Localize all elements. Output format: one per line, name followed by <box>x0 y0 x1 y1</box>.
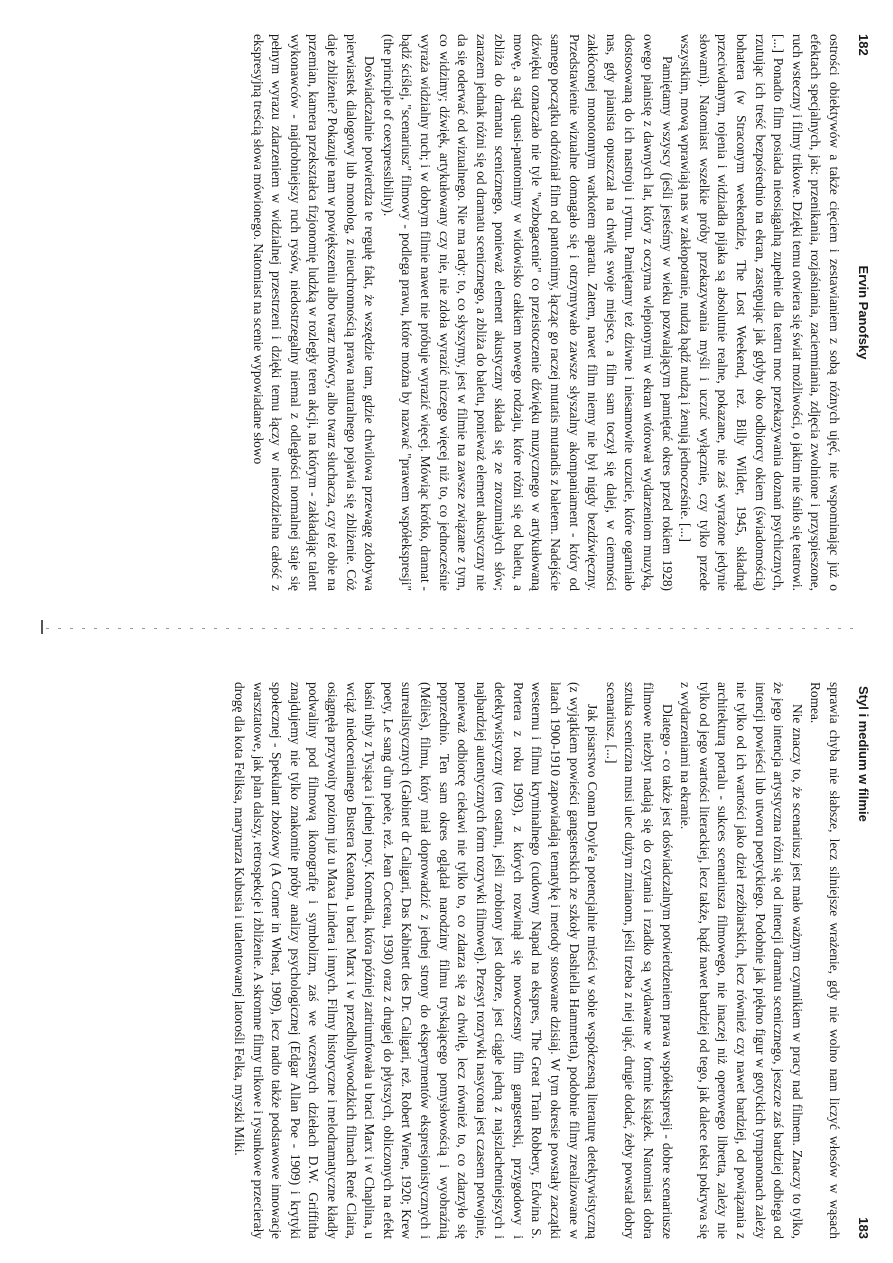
running-title: Ervin Panofsky <box>856 265 871 360</box>
running-head-right <box>851 682 871 1239</box>
running-title: Styl i medium w filmie <box>856 686 871 822</box>
paragraph: sprawia chyba nie słabsze, lecz silniejsze wrażenie, gdy nie wolno nam liczyć włosów w wąsach Romea. <box>808 682 842 1239</box>
page-body-right <box>40 682 843 1239</box>
paragraph: Jak pisarstwo Conan Doyle'a potencjalnie mieści w sobie współczesną literaturę detektywistyczną (z wyjątkiem powieści gangsterskich ze szkoły Dashiella Hammetta), podobnie filmy zrealizowane w latach 1900-1910 zapowiadają tematykę i metody stosowane dzisiaj. W tym okresie powstały zaczątki westernu i filmu kryminalnego (cudowny Napad na ekspres, The Great Train Robbery, Edwina S. Portera z roku 1903), z których rozwinął się nowoczesny film gangsterski, przygodowy i detektywistyczny (ten ostatni, jeśli zrobiony jest dobrze, jest ciągle jedną z najszlachetniejszych i najbardziej autentycznych form rozrywki filmowej). Przesyt rozrywki nasycona jest czasem potwojnie, ponieważ odbiorcę ciekawi nie tylko to, co zdarza się za chwilę, lecz również to, co zdarzyło się poprzednio. Ten sam okres oglądał narodziny filmu tryskającego pomysłowością i wyobraźnią (Méliès), filmu, który miał doprowadzić z jednej strony do eksperymentów ekspresjonistycznych i surrealistycznych (Gabinet dr Caligari, Das Kabinett des Dr. Caligari, reż. Robert Wiene, 1920; Krew poety, Le sang d'un poète, reż. Jean Cocteau, 1930) oraz z drugiej do płytszych, obliczonych na efekt baśni niby z Tysiąca i jednej nocy. Komedia, która później zatriumfowała u braci Marx i w Chaplina, u wciąż niedocenianego Bustera Keatona, u braci Marx i w przedhollywoodzkich filmach René Claira, osiągnęła przywoity poziom już u Maxa Lindera i innych. Filmy historyczne i melodramatyczne kładły podwaliny pod filmową ikonografię i symbolizm, zaś we wczesnych dziełach D.W. Griffitha znajdujemy nie tylko znakomite próby analizy psychologicznej (Edgar Allan Poe - 1909) i krytyki społecznej - Spekulant zbożowy (A Corner in Wheat, 1909), lecz nadto także podstawowe innowacje warsztatowe, jak plan dalszy, retrospekcje i zbliżenie. A skromne filmy trikowe i rysunkowe przecierały drogę dla kota Feliksa, marynarza Kubusia i utalentowanej latorośli Felka, myszki Miki. <box>232 682 601 1239</box>
gutter-divider <box>43 628 853 629</box>
paragraph: Dlatego - co także jest doświadczalnym potwierdzeniem prawa współekspresji - dobre scenariusze filmowe niezbyt nadają się do czytania i rzadko są wydawane w formie książek. Natomiast dobra sztuka sceniczna musi ulec dużym zmianom, jeśli trzeba z niej ująć, drugie dodać, żeby powstał dobry scenariusz. [...] <box>603 682 675 1239</box>
paragraph: Nie znaczy to, że scenariusz jest mało ważnym czynnikiem w pracy nad filmem. Znaczy to tylko, że jego intencja artystyczna różni się od intencji dramatu scenicznego, jeszcze zaś bardziej odbiega od intencji powieści lub utworu poetyckiego. Podobnie jak piękno figur w gotyckich tympanonach zależy nie tylko od ich wartości jako dzieł rzeźbiarskich, lecz również czy nawet bardziej, od powiązania z architekturą portalu - sukces scenariusza filmowego, nie inaczej niż operowego libretta, zależy nie tylko od jego wartości literackiej, lecz także, bądź nawet bardziej od tego, jak dalece tekst pokrywa się z wydarzeniami na ekranie. <box>678 682 805 1239</box>
running-head-left <box>851 34 871 591</box>
page-body-left <box>40 34 843 591</box>
page-number: 182 <box>856 34 871 56</box>
paragraph: Pamiętamy wszyscy (jeśli jesteśmy w wieku pozwalającym pamiętać okres przed rokiem 1928) owego pianistę z dawnych lat, który z oczyma wlepionymi w ekran wtórował wydarzeniom muzyką, dostosowaną do ich nastroju i rytmu. Pamiętamy też dziwne i niesamowite uczucie, które ogarniało nas, gdy pianista opuszczał na chwilę swoje miejsce, a film sam toczył się dalej, w ciemności zakłóconej monotonnym warkotem aparatu. Zatem, nawet film niemy nie był nigdy bezdźwięczny. Przedstawienie wizualne domagało się i otrzymywało zawsze słyszalny akompaniament - który od samego początku odróżniał film od pantomimy, łącząc go raczej mutatis mutandis z baletem. Nadejście dźwięku oznaczało nie tyle "wzbogacenie" co przeistoczenie dźwięku muzycznego w artykułowaną mowę, a stąd quasi-pantomimy w widowisko całkiem nowego rodzaju, które różni się od baletu, a zbliża do dramatu scenicznego, ponieważ element akustyczny składa się ze zrozumiałych słów; zarazem jednak różni się od dramatu scenicznego, a zbliża do baletu, ponieważ element akustyczny nie da się oderwać od wizualnego. Nie ma rady: to, co słyszymy, jest w filmie na zawsze związane z tym, co widzimy; dźwięk, artykułowany czy nie, nie zdoła wyrazić niczego więcej niż to, co jednocześnie wyraża widzialny ruch; i w dobrym filmie nawet nie próbuje wyrazić więcej. Mówiąc krótko, dramat - bądź ściślej, "scenariusz" filmowy - podlega prawu, które można by nazwać "prawem współekspresji" (the principle of coexpressibility). <box>380 34 675 591</box>
paragraph: Doświadczalnie potwierdza te regułę fakt, że wszędzie tam, gdzie chwilowa przewagę zdobywa pierwiastek dialogowy lub monolog, z nieuchronnością prawa naturalnego pojawia się zbliżenie. Cóż daje zbliżenie? Pokazuje nam w powiększeniu albo twarz mówcy, albo twarz słuchacza, czy też obie na przemian, kamera przekształca fizjonomię ludzką w rozległy teren akcji, na którym - zakładając talent wykonawców - najdrobniejszy ruch rysów, niedostrzegalny niemal z odległości normalnej staje się pełnym wyrazu zdarzeniem w widzialnej przestrzeni i dzięki temu łączy w nierozdzielna całość z ekspresyjną treścią słowa mówionego. Natomiast na scenie wypowiadane słowo <box>250 34 378 591</box>
paragraph: ostrości obiektywów a także cięciem i zestawianiem z sobą różnych ujęć, nie wspominając już o efektach specjalnych, jak: przenikania, rozjaśniania, zaciemniania, zdjęcia zwolnione i przyspieszone, ruch wsteczny i filmy trikowe. Dzięki temu otwiera się świat możliwości, o jakim nie śniło się teatrowi. [...] Ponadto film posiada nieosiągalną zupełnie dla teatru moc przekazywania doznań psychicznych, rzutując ich treść bezpośrednio na ekran, zastępując jak gdyby oko odbiorcy okiem (świadomością) bohatera (w Straconym weekendzie, The Lost Weekend, reż. Billy Wilder, 1945, składnął przeciwdanym, rojenia i widziadła pijaka są absolutnie realne, pokazane, nie zaś wyrażone jedynie słowami). Natomiast wszelkie próby przekazywania myśli i uczuć wyłącznie, czy tylko przede wszystkim, mową wprawiają nas w zakłopotanie, nudzą bądź nudzą i żenują jednocześnie. [...] <box>678 34 842 591</box>
right-page <box>0 648 893 1263</box>
page-number: 183 <box>856 1217 871 1239</box>
scan-mark <box>41 620 43 634</box>
left-page <box>0 0 893 615</box>
